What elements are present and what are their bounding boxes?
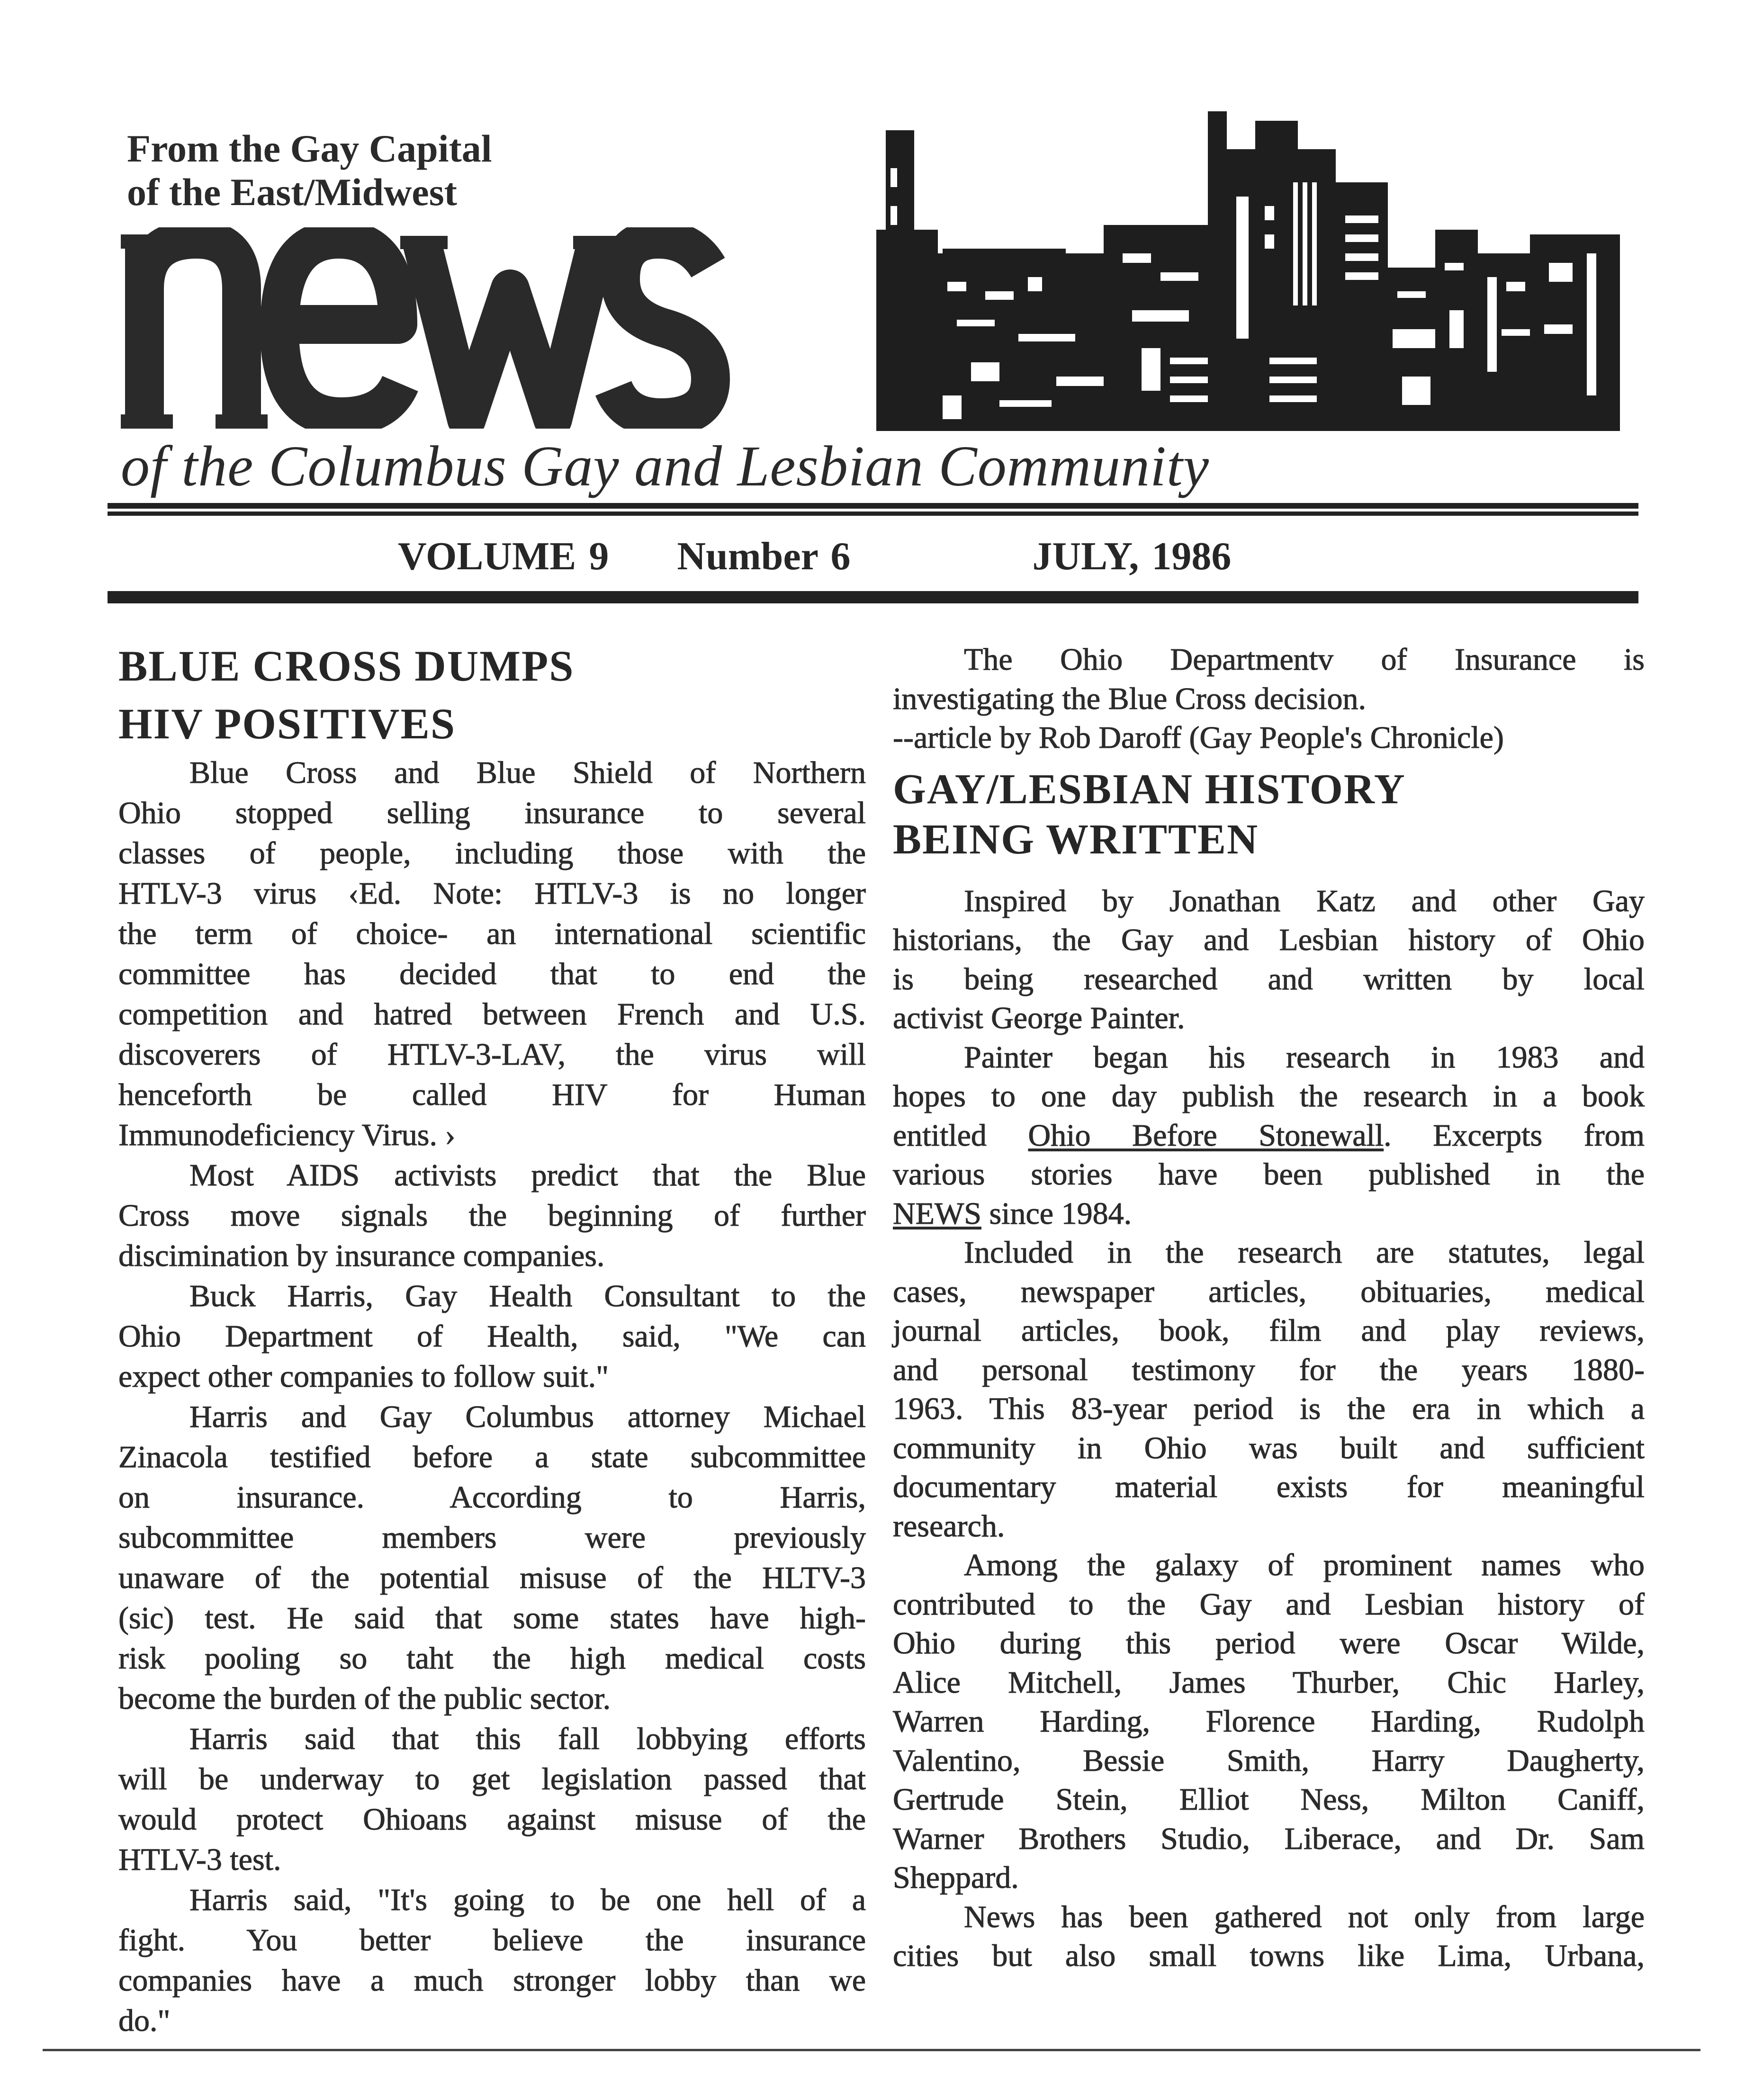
text-line: discoverers of HTLV-3-LAV, the virus will bbox=[118, 1037, 866, 1072]
text-line: Blue Cross and Blue Shield of Northern bbox=[189, 755, 866, 790]
text-line: Harris and Gay Columbus attorney Michael bbox=[189, 1400, 866, 1434]
text-segment: entitled bbox=[893, 1118, 1028, 1153]
text-line: the term of choice- an international scientific bbox=[118, 916, 866, 951]
underlined-title: NEWS bbox=[893, 1196, 981, 1231]
paragraph bbox=[118, 1276, 866, 1397]
text-line: Included in the research are statutes, legal bbox=[964, 1235, 1645, 1270]
text-line: Among the galaxy of prominent names who bbox=[964, 1548, 1645, 1582]
issue-date: JULY, 1986 bbox=[1032, 534, 1232, 578]
text-line: Alice Mitchell, James Thurber, Chic Harley, bbox=[893, 1665, 1645, 1700]
text-line: activist George Painter. bbox=[893, 1001, 1185, 1035]
text-line: become the burden of the public sector. bbox=[118, 1681, 611, 1716]
text-line: hopes to one day publish the research in a book bbox=[893, 1079, 1645, 1113]
logo-letter-w bbox=[422, 242, 597, 419]
paragraph bbox=[118, 1397, 866, 1719]
headline-line: GAY/LESBIAN HISTORY bbox=[893, 765, 1406, 813]
masthead-rule-top bbox=[108, 503, 1638, 509]
text-line: journal articles, book, film and play reviews, bbox=[893, 1313, 1645, 1348]
text-line: Most AIDS activists predict that the Blue bbox=[189, 1158, 866, 1193]
article-byline: --article by Rob Daroff (Gay People's Chronicle) bbox=[893, 720, 1504, 755]
text-line: News has been gathered not only from large bbox=[964, 1899, 1645, 1934]
underlined-title: Ohio Before Stonewall bbox=[1028, 1118, 1384, 1153]
logo-letter-s bbox=[613, 239, 711, 418]
paragraph bbox=[893, 1038, 1645, 1234]
paragraph bbox=[893, 640, 1645, 718]
text-line: historians, the Gay and Lesbian history of Ohio bbox=[893, 923, 1645, 957]
article-headline bbox=[118, 637, 866, 753]
text-line: Ohio Department of Health, said, "We can bbox=[118, 1319, 866, 1354]
text-line: Cross move signals the beginning of further bbox=[118, 1198, 866, 1233]
paragraph bbox=[893, 1233, 1645, 1546]
text-line: discimination by insurance companies. bbox=[118, 1238, 605, 1273]
paragraph bbox=[118, 753, 866, 1155]
text-line: and personal testimony for the years 1880- bbox=[893, 1352, 1645, 1387]
text-line: unaware of the potential misuse of the HLTV-3 bbox=[118, 1561, 866, 1595]
text-line: Warner Brothers Studio, Liberace, and Dr. Sam bbox=[893, 1821, 1645, 1856]
text-line: companies have a much stronger lobby than we bbox=[118, 1963, 866, 1998]
text-line: Immunodeficiency Virus. › bbox=[118, 1118, 456, 1152]
text-line: The Ohio Departmentv of Insurance is bbox=[964, 642, 1645, 677]
text-line: various stories have been published in the bbox=[893, 1157, 1645, 1192]
article-headline bbox=[893, 764, 1645, 865]
text-line bbox=[893, 1116, 1645, 1156]
article-body bbox=[893, 882, 1645, 1976]
text-line: Sheppard. bbox=[893, 1860, 1019, 1895]
text-line: would protect Ohioans against misuse of the bbox=[118, 1802, 866, 1837]
text-line: cities but also small towns like Lima, Urbana, bbox=[893, 1938, 1645, 1973]
text-line: 1963. This 83-year period is the era in which a bbox=[893, 1391, 1645, 1426]
paragraph bbox=[893, 1898, 1645, 1976]
text-line: risk pooling so taht the high medical costs bbox=[118, 1641, 866, 1676]
text-line: Harris said that this fall lobbying efforts bbox=[189, 1722, 866, 1756]
article-continuation bbox=[893, 640, 1645, 718]
issue-info bbox=[398, 533, 1231, 580]
headline-line: BEING WRITTEN bbox=[893, 816, 1259, 863]
text-line: documentary material exists for meaningful bbox=[893, 1470, 1645, 1504]
text-line: Ohio during this period were Oscar Wilde, bbox=[893, 1626, 1645, 1660]
text-line: competition and hatred between French and U.S. bbox=[118, 997, 866, 1032]
masthead-rule-top-thin bbox=[108, 512, 1638, 516]
text-line: committee has decided that to end the bbox=[118, 957, 866, 991]
paragraph bbox=[893, 1546, 1645, 1898]
text-line: fight. You better believe the insurance bbox=[118, 1923, 866, 1957]
logo-letter-n bbox=[144, 234, 242, 429]
text-line: community in Ohio was built and sufficient bbox=[893, 1430, 1645, 1465]
text-segment: since 1984. bbox=[981, 1196, 1132, 1231]
article-body bbox=[118, 753, 866, 2041]
text-line: on insurance. According to Harris, bbox=[118, 1480, 866, 1515]
text-line: subcommittee members were previously bbox=[118, 1520, 866, 1555]
article-blue-cross bbox=[118, 637, 866, 2041]
masthead-tagline: of the Columbus Gay and Lesbian Community bbox=[121, 434, 1209, 498]
text-line: will be underway to get legislation passed that bbox=[118, 1762, 866, 1796]
paragraph bbox=[118, 1719, 866, 1880]
text-line: research. bbox=[893, 1508, 1005, 1544]
text-line: investigating the Blue Cross decision. bbox=[893, 681, 1367, 716]
masthead-logo-news bbox=[121, 227, 732, 429]
text-line: Valentino, Bessie Smith, Harry Daugherty, bbox=[893, 1743, 1645, 1778]
text-line: (sic) test. He said that some states have high- bbox=[118, 1601, 866, 1635]
logo-letter-e bbox=[279, 239, 400, 417]
issue-volume: VOLUME 9 bbox=[398, 534, 609, 578]
paragraph bbox=[118, 1880, 866, 2041]
headline-line: BLUE CROSS DUMPS bbox=[118, 642, 575, 690]
text-line: HTLV-3 test. bbox=[118, 1842, 281, 1877]
text-line: is being researched and written by local bbox=[893, 961, 1645, 996]
text-line: Zinacola testified before a state subcommittee bbox=[118, 1440, 866, 1474]
text-line: Buck Harris, Gay Health Consultant to the bbox=[189, 1279, 866, 1313]
text-line: Painter began his research in 1983 and bbox=[964, 1040, 1645, 1075]
text-line: cases, newspaper articles, obituaries, medical bbox=[893, 1274, 1645, 1309]
masthead-rule-bottom bbox=[108, 591, 1638, 603]
text-line: Inspired by Jonathan Katz and other Gay bbox=[964, 883, 1645, 918]
text-line: classes of people, including those with the bbox=[118, 836, 866, 871]
right-column bbox=[893, 640, 1645, 1976]
text-line: expect other companies to follow suit." bbox=[118, 1359, 609, 1394]
skyline-illustration bbox=[876, 111, 1620, 431]
issue-number: Number 6 bbox=[677, 534, 851, 578]
text-line: contributed to the Gay and Lesbian history of bbox=[893, 1587, 1645, 1622]
page-bottom-rule bbox=[43, 2049, 1700, 2051]
text-segment: . Excerpts from bbox=[1384, 1118, 1645, 1153]
paragraph bbox=[118, 1155, 866, 1276]
text-line: HTLV-3 virus ‹Ed. Note: HTLV-3 is no longer bbox=[118, 876, 866, 911]
headline-line: HIV POSITIVES bbox=[118, 700, 456, 748]
kicker-line: of the East/Midwest bbox=[127, 171, 457, 214]
masthead-kicker bbox=[127, 127, 492, 214]
paragraph bbox=[893, 882, 1645, 1038]
text-line: Warren Harding, Florence Harding, Rudolph bbox=[893, 1704, 1645, 1739]
text-line: henceforth be called HIV for Human bbox=[118, 1077, 866, 1112]
text-line: Ohio stopped selling insurance to several bbox=[118, 796, 866, 830]
text-line bbox=[893, 1194, 1645, 1234]
kicker-line: From the Gay Capital bbox=[127, 127, 492, 170]
text-line: do." bbox=[118, 2003, 171, 2038]
text-line: Gertrude Stein, Elliot Ness, Milton Caniff, bbox=[893, 1782, 1645, 1817]
text-line: Harris said, "It's going to be one hell of a bbox=[189, 1883, 866, 1917]
